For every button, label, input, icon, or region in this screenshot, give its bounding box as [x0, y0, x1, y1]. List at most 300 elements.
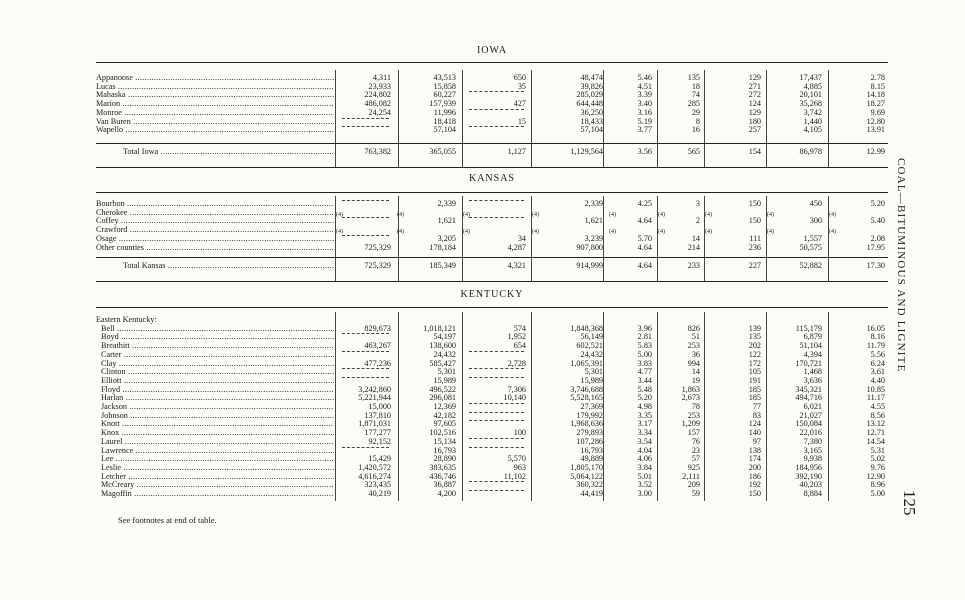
empty-cell-dash [469, 481, 524, 482]
table-cell: 54,197 [433, 332, 456, 342]
table-cell: 139 [748, 323, 761, 333]
section-bottom-rule [96, 167, 888, 168]
table-cell: 23,933 [368, 81, 391, 91]
table-cell: 1,848,368 [570, 323, 603, 333]
table-cell: 392,190 [795, 471, 822, 481]
table-cell: 8 [695, 116, 700, 126]
table-row [96, 429, 888, 438]
empty-cell-dash [342, 368, 389, 369]
table-cell: 179,992 [576, 410, 603, 420]
table-cell: 50,575 [799, 242, 822, 252]
row-label: Johnson ..... [101, 412, 334, 421]
table-cell: 150 [748, 216, 761, 226]
row-label: Lawrence ..... [101, 447, 334, 456]
table-cell: 2.08 [870, 233, 885, 243]
table-cell: 59 [691, 489, 700, 498]
table-cell: 16.05 [866, 323, 885, 333]
table-cell: 11.79 [866, 341, 885, 351]
column-divider-7 [704, 312, 705, 501]
table-cell: 14 [691, 233, 700, 243]
table-cell: 4.40 [870, 375, 885, 385]
table-cell: 3.61 [870, 367, 885, 377]
table-cell: 78 [691, 402, 700, 411]
table-cell: 5,528,165 [570, 393, 603, 403]
table-cell: 3,165 [803, 445, 822, 455]
table-cell: 24,432 [433, 349, 456, 359]
table-cell: 925 [687, 462, 700, 472]
row-label: Clay ..... [101, 360, 334, 369]
table-cell: 40,219 [368, 489, 391, 498]
table-cell: 14.18 [866, 90, 885, 100]
table-cell: 1,468 [803, 367, 822, 377]
table-cell: 137,810 [364, 410, 391, 420]
section-bottom-rule [96, 281, 888, 282]
table-cell: 496,522 [429, 384, 456, 394]
table-cell: 486,082 [364, 99, 391, 109]
table-cell: 4.06 [637, 454, 652, 464]
table-cell: 17,437 [799, 73, 822, 82]
empty-cell-dash [469, 351, 524, 352]
table-cell: 154 [748, 147, 761, 156]
table-cell: 184,956 [795, 462, 822, 472]
table-row [96, 455, 888, 464]
table-cell: 763,382 [364, 147, 391, 156]
row-label: Leslie ..... [101, 464, 334, 473]
row-label: Total Iowa ..... [123, 148, 334, 157]
column-divider-5 [603, 312, 604, 501]
table-cell: 170,721 [795, 358, 822, 368]
table-row [96, 333, 888, 342]
table-cell: 3.40 [637, 99, 652, 109]
table-cell: 5,301 [437, 367, 456, 377]
table-cell: 1,621 [437, 216, 456, 226]
table-cell: 48,474 [580, 73, 603, 82]
empty-cell-dash [342, 377, 389, 378]
table-cell: 18 [691, 81, 700, 91]
row-label: Breathitt ..... [101, 342, 334, 351]
table-cell: 7,380 [803, 436, 822, 446]
table-cell: 2.81 [637, 332, 652, 342]
table-cell: 7,306 [507, 384, 526, 394]
table-cell: 4,105 [803, 125, 822, 135]
table-cell: 4.64 [637, 242, 652, 252]
table-cell: 253 [687, 341, 700, 351]
table-cell: 178,184 [429, 242, 456, 252]
table-row [96, 109, 888, 118]
table-cell: 23 [691, 445, 700, 455]
table-cell: 5.19 [637, 116, 652, 126]
table-cell: 34 [517, 233, 526, 243]
table-cell: 427 [513, 99, 526, 109]
table-cell: 24,432 [580, 349, 603, 359]
table-cell: 16,793 [580, 445, 603, 455]
table-cell: 17.30 [866, 261, 885, 270]
table-cell: 16,793 [433, 445, 456, 455]
table-cell: 5.40 [870, 216, 885, 226]
table-cell: 8.56 [870, 410, 885, 420]
table-cell: 56,149 [580, 332, 603, 342]
table-cell: 5.20 [870, 199, 885, 208]
table-cell: 97 [752, 436, 761, 446]
table-cell: 2,673 [681, 393, 700, 403]
table-cell: 494,716 [795, 393, 822, 403]
table-cell: 97,605 [433, 419, 456, 429]
table-cell: 5.31 [870, 445, 885, 455]
table-cell: 994 [687, 358, 700, 368]
table-cell: 1,129,564 [570, 147, 603, 156]
table-row [96, 368, 888, 377]
table-row [96, 412, 888, 421]
table-cell: 57,104 [580, 125, 603, 135]
table-total-row [96, 148, 888, 157]
table-cell: 5.56 [870, 349, 885, 359]
table-row: Crawford ..... (4) (4) (4) (4) (4) (4) (4) (4) (4) [96, 226, 888, 235]
table-cell: 129 [748, 107, 761, 117]
table-cell: 4,885 [803, 81, 822, 91]
table-cell: 9,938 [803, 454, 822, 464]
table-cell: 36,887 [433, 480, 456, 490]
row-label: Bell ..... [101, 325, 334, 334]
table-cell: 1,557 [803, 233, 822, 243]
table-cell: 5.20 [637, 393, 652, 403]
table-cell: 15,858 [433, 81, 456, 91]
empty-cell-dash [469, 217, 524, 218]
table-cell: 36,250 [580, 107, 603, 117]
table-cell: 4.64 [637, 216, 652, 226]
table-cell: 4.77 [637, 367, 652, 377]
empty-cell-dash [342, 126, 389, 127]
table-cell: 4.55 [870, 402, 885, 411]
table-cell: 18,418 [433, 116, 456, 126]
table-cell: 10,140 [503, 393, 526, 403]
table-cell: 236 [748, 242, 761, 252]
row-label: Bourbon ..... [96, 200, 334, 209]
table-cell: 74 [691, 90, 700, 100]
table-cell: 122 [748, 349, 761, 359]
table-cell: 3.17 [637, 419, 652, 429]
table-cell: 2,111 [682, 471, 700, 481]
table-cell: 150,084 [795, 419, 822, 429]
table-cell: 914,999 [576, 261, 603, 270]
table-cell: 186 [748, 471, 761, 481]
row-label: Carter ..... [101, 351, 334, 360]
table-cell: 77 [752, 402, 761, 411]
table-cell: 3.54 [637, 436, 652, 446]
table-cell: 565 [687, 147, 700, 156]
table-row [96, 386, 888, 395]
column-divider-3 [462, 312, 463, 501]
table-row: Cherokee ..... (4) (4) (4) (4) (4) (4) (4) (4) (4) [96, 209, 888, 218]
table-cell: 963 [513, 462, 526, 472]
table-cell: 16 [691, 125, 700, 135]
table-cell: 44,419 [580, 489, 603, 498]
column-divider-2 [398, 312, 399, 501]
table-cell: 227 [748, 261, 761, 270]
row-label: Osage ..... [96, 235, 334, 244]
table-cell: 18,433 [580, 116, 603, 126]
table-cell: 49,889 [580, 454, 603, 464]
row-label: Other counties ..... [96, 244, 334, 253]
table-cell: 115,179 [795, 323, 822, 333]
table-cell: 20,101 [799, 90, 822, 100]
table-cell: 202 [748, 341, 761, 351]
table-cell: 725,329 [364, 261, 391, 270]
empty-cell-dash [469, 368, 524, 369]
section-top-rule [96, 192, 888, 193]
empty-cell-dash [469, 490, 524, 491]
table-cell: 51 [691, 332, 700, 342]
table-cell: 5.01 [637, 471, 652, 481]
table-cell: 11,996 [433, 107, 456, 117]
table-cell: 1,863 [681, 384, 700, 394]
row-label: Crawford ..... [96, 226, 334, 235]
table-cell: 92,152 [368, 436, 391, 446]
table-cell: 272 [748, 90, 761, 100]
table-cell: 1,805,170 [570, 462, 603, 472]
table-cell: 5,570 [507, 454, 526, 464]
table-row [96, 403, 888, 412]
row-label: Elliott ..... [101, 377, 334, 386]
table-cell: 3.16 [637, 107, 652, 117]
table-cell: 150 [748, 199, 761, 208]
table-cell: 3.35 [637, 410, 652, 420]
row-label: Appanoose ..... [96, 74, 334, 83]
table-cell: 3.96 [637, 323, 652, 333]
table-cell: 4.64 [637, 261, 652, 270]
table-cell: 3.39 [637, 90, 652, 100]
row-label: Laurel ..... [101, 438, 334, 447]
table-cell: 10.85 [866, 384, 885, 394]
table-cell: 296,081 [429, 393, 456, 403]
table-cell: 5.02 [870, 454, 885, 464]
table-cell: 1,127 [507, 147, 526, 156]
table-row [96, 91, 888, 100]
row-label: Harlan ..... [101, 394, 334, 403]
table-cell: 5,221,944 [358, 393, 391, 403]
row-label: Marion ..... [96, 100, 334, 109]
table-row [96, 342, 888, 351]
table-cell: 15,000 [368, 402, 391, 411]
table-cell: 3.34 [637, 428, 652, 438]
table-row [96, 394, 888, 403]
table-row [96, 217, 888, 226]
empty-cell-dash [342, 351, 389, 352]
row-label: Van Buren ..... [96, 118, 334, 127]
table-cell: 5.70 [637, 233, 652, 243]
table-cell: 43,513 [433, 73, 456, 82]
table-cell: 15,989 [580, 375, 603, 385]
table-cell: 76 [691, 436, 700, 446]
row-label: Total Kansas ..... [123, 262, 334, 271]
page-number: 125 [900, 490, 919, 516]
table-cell: 86,978 [799, 147, 822, 156]
table-cell: 12,369 [433, 402, 456, 411]
table-cell: 574 [513, 323, 526, 333]
table-cell: 8.16 [870, 332, 885, 342]
empty-cell-dash [342, 333, 389, 334]
table-cell: 3,242,860 [358, 384, 391, 394]
row-label: Letcher ..... [101, 473, 334, 482]
empty-cell-dash [469, 109, 524, 110]
table-cell: 138,600 [429, 341, 456, 351]
row-label: Lucas ..... [96, 83, 334, 92]
empty-cell-dash [342, 200, 389, 201]
column-divider-1 [335, 312, 336, 501]
table-row [96, 481, 888, 490]
table-cell: 102,516 [429, 428, 456, 438]
table-cell: 14.54 [866, 436, 885, 446]
table-cell: 654 [513, 341, 526, 351]
table-cell: 360,322 [576, 480, 603, 490]
table-cell: 365,055 [429, 147, 456, 156]
table-cell: 111 [749, 233, 761, 243]
table-cell: 124 [748, 99, 761, 109]
table-cell: 233 [687, 261, 700, 270]
table-cell: 15,989 [433, 375, 456, 385]
table-cell: 214 [687, 242, 700, 252]
table-cell: 477,236 [364, 358, 391, 368]
table-row [96, 490, 888, 499]
table-cell: 3,746,688 [570, 384, 603, 394]
column-divider-8 [766, 312, 767, 501]
table-cell: 279,893 [576, 428, 603, 438]
table-cell: 150 [748, 489, 761, 498]
table-cell: 3 [695, 199, 700, 208]
table-cell: 19 [691, 375, 700, 385]
table-cell: 12.80 [866, 116, 885, 126]
table-cell: 4.04 [637, 445, 652, 455]
table-cell: 60,227 [433, 90, 456, 100]
table-cell: 140 [748, 428, 761, 438]
table-cell: 177,277 [364, 428, 391, 438]
table-cell: 5.48 [637, 384, 652, 394]
table-cell: 4,287 [507, 242, 526, 252]
section-top-rule [96, 307, 888, 308]
table-cell: 185,349 [429, 261, 456, 270]
table-cell: 5.46 [637, 73, 652, 82]
table-total-row [96, 262, 888, 271]
table-cell: 463,267 [364, 341, 391, 351]
table-row [96, 200, 888, 209]
table-cell: 28,890 [433, 454, 456, 464]
table-row [96, 126, 888, 135]
table-cell: 1,018,121 [423, 323, 456, 333]
table-cell: 3.56 [637, 147, 652, 156]
table-cell: 5,301 [584, 367, 603, 377]
table-row [96, 118, 888, 127]
table-cell: 4,200 [437, 489, 456, 498]
table-cell: 35 [517, 81, 526, 91]
row-label: Monroe ..... [96, 109, 334, 118]
table-cell: 12.99 [866, 147, 885, 156]
table-cell: 4,321 [507, 261, 526, 270]
table-cell: 52,882 [799, 261, 822, 270]
empty-cell-dash [469, 420, 524, 421]
table-cell: 42,182 [433, 410, 456, 420]
table-cell: 8.96 [870, 480, 885, 490]
table-cell: 5.83 [637, 341, 652, 351]
table-cell: 4.25 [637, 199, 652, 208]
table-row [96, 377, 888, 386]
table-cell: 40,203 [799, 480, 822, 490]
row-label: Coffey ..... [96, 217, 334, 226]
section-top-rule [96, 62, 888, 63]
table-cell: 602,521 [576, 341, 603, 351]
table-cell: 27,369 [580, 402, 603, 411]
table-cell: 185 [748, 384, 761, 394]
table-cell: 105 [748, 367, 761, 377]
empty-cell-dash [342, 235, 389, 236]
table-cell: 1,440 [803, 116, 822, 126]
row-label: Cherokee ..... [96, 209, 334, 218]
table-cell: 1,952 [507, 332, 526, 342]
footnote-reference: See footnotes at end of table. [118, 515, 217, 525]
empty-cell-dash [469, 126, 524, 127]
table-cell: 3,742 [803, 107, 822, 117]
empty-cell-dash [469, 403, 524, 404]
table-cell: 5,064,122 [570, 471, 603, 481]
empty-cell-dash [469, 91, 524, 92]
table-cell: 253 [687, 410, 700, 420]
table-cell: 3.84 [637, 462, 652, 472]
table-row [96, 74, 888, 83]
table-cell: 3,205 [437, 233, 456, 243]
table-cell: 1,621 [584, 216, 603, 226]
table-cell: 157 [687, 428, 700, 438]
table-cell: 285 [687, 99, 700, 109]
table-cell: 585,427 [429, 358, 456, 368]
table-cell: 6.24 [870, 358, 885, 368]
table-cell: 3.83 [637, 358, 652, 368]
table-cell: 172 [748, 358, 761, 368]
table-row [96, 360, 888, 369]
table-cell: 15,134 [433, 436, 456, 446]
section-title: KANSAS [468, 173, 515, 184]
table-cell: 12.90 [866, 471, 885, 481]
table-cell: 2 [695, 216, 700, 226]
row-label: Knott ..... [101, 420, 334, 429]
table-cell: 107,286 [576, 436, 603, 446]
table-cell: 13.12 [866, 419, 885, 429]
table-cell: 644,448 [576, 99, 603, 109]
table-cell: 200 [748, 462, 761, 472]
region-subheader: Eastern Kentucky: [96, 316, 157, 324]
table-cell: 323,435 [364, 480, 391, 490]
table-cell: 383,635 [429, 462, 456, 472]
section-title: IOWA [476, 45, 508, 56]
table-cell: 300 [809, 216, 822, 226]
table-cell: 2,728 [507, 358, 526, 368]
table-cell: 4.98 [637, 402, 652, 411]
table-cell: 51,104 [799, 341, 822, 351]
table-cell: 650 [513, 73, 526, 82]
table-cell: 11,102 [503, 471, 526, 481]
table-cell: 191 [748, 375, 761, 385]
table-cell: 11.17 [866, 393, 885, 403]
table-cell: 124 [748, 419, 761, 429]
table-cell: 3,239 [584, 233, 603, 243]
row-label: Boyd ..... [101, 333, 334, 342]
table-cell: 13.91 [866, 125, 885, 135]
section-title: KENTUCKY [460, 289, 524, 300]
empty-cell-dash [469, 438, 524, 439]
table-cell: 135 [748, 332, 761, 342]
table-cell: 29 [691, 107, 700, 117]
table-cell: 826 [687, 323, 700, 333]
table-cell: 8.15 [870, 81, 885, 91]
table-cell: 3.77 [637, 125, 652, 135]
table-row [96, 420, 888, 429]
